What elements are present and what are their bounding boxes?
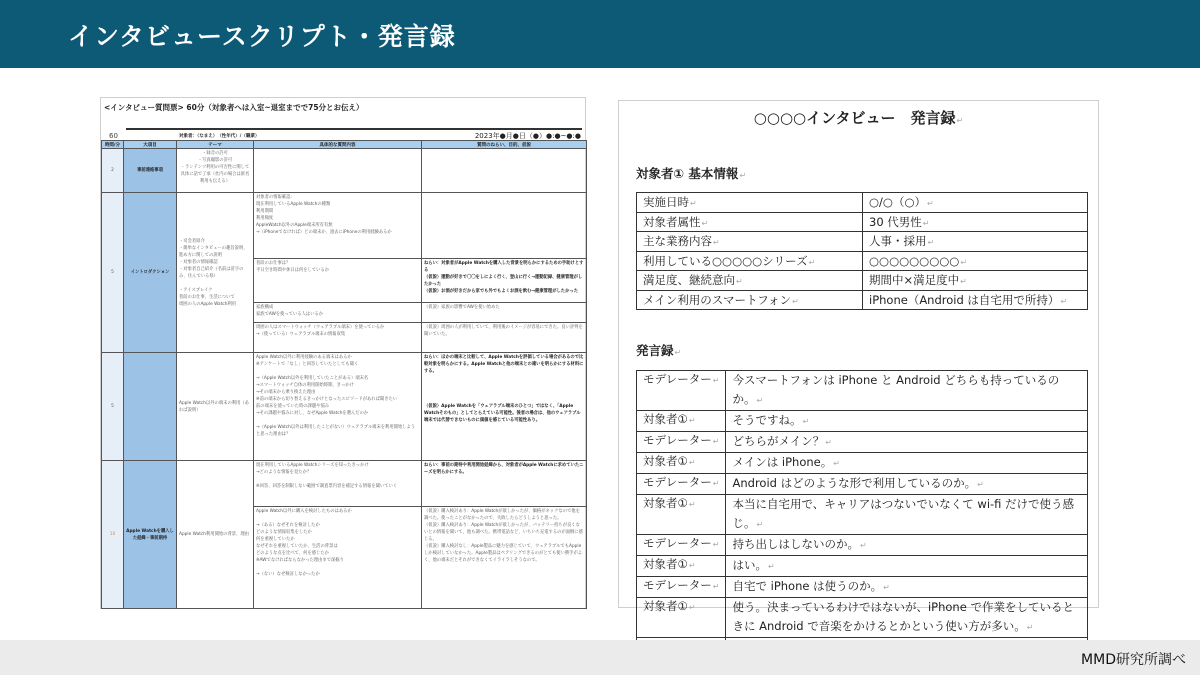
return-mark: ↵ xyxy=(688,500,696,509)
question-cell: 対象者の情報確認： 現在利用しているApple Watchの種類 利用期間 利用頻度 AppleWatch以外のApple端末所有有無 →（iPhoneでなければ）どの端末か、過去にiPhoneの利用経験あるか xyxy=(254,193,422,259)
message-cell xyxy=(726,535,1088,556)
column-header: テーマ xyxy=(177,141,254,149)
speaker-cell xyxy=(637,474,726,495)
return-mark: ↵ xyxy=(1060,296,1068,306)
message-cell xyxy=(726,411,1088,432)
question-cell: Apple Watch以外に利用経験のある端末はあるか ※アンケートで「なし」と回答していたとしても聞く →（Apple Watch以外を利用していたことがある）端末名 →スマートウォッチ自体の利用開始時期、きっかけ →その端末から乗り換えた理由 ※前の端末から切り替えるきっかけとなったエピソードがあれば聞きたい 前の端末を使っていた時の課題や悩み →その課題や悩みに対し、なぜApple Watchを選んだのか →（Apple Watch以外は利用したことがない）ウェアラブル端末を利用開始しようと思った理由は？ xyxy=(254,353,422,461)
message-text: はい。 xyxy=(732,558,767,572)
table-row xyxy=(102,149,587,193)
return-mark: ↵ xyxy=(883,583,890,592)
transcript-document xyxy=(618,100,1099,633)
message-text: どちらがメイン？ xyxy=(732,434,825,448)
transcript-row xyxy=(637,371,1088,411)
speaker-cell xyxy=(637,432,726,453)
transcript-row xyxy=(637,474,1088,495)
message-cell xyxy=(726,598,1088,638)
source-note: MMD研究所調べ xyxy=(1081,652,1186,668)
theme-cell: Apple Watch以外の端末の利用（あれば説明） xyxy=(177,353,254,461)
return-mark: ↵ xyxy=(792,296,799,306)
script-title: <インタビュー質問票> 60分（対象者へは入室~退室までで75分とお伝え） xyxy=(104,103,364,112)
question-cell: 現在利用しているApple Watchシリーズを知ったきっかけ →どのような情報を見たか？ ※回答、回答を制限しない範囲で調査票内容を補足する情報を聞いていく xyxy=(254,461,422,507)
column-header: 時間/分 xyxy=(102,141,124,149)
info-row xyxy=(637,271,1088,291)
transcript-row xyxy=(637,598,1088,638)
transcript-row xyxy=(637,453,1088,474)
table-row xyxy=(102,461,587,507)
message-cell xyxy=(726,453,1088,474)
return-mark: ↵ xyxy=(712,479,720,488)
speaker-text: モデレーター xyxy=(643,433,712,447)
aim-cell: ねらい：事前の期待や利用開始経緯から、対象者がApple Watchに求めていたニーズを明らかにする。 xyxy=(422,461,587,507)
transcript-row xyxy=(637,535,1088,556)
time-cell: 5 xyxy=(102,353,124,461)
return-mark: ↵ xyxy=(756,396,764,405)
return-mark: ↵ xyxy=(859,541,867,550)
return-mark: ↵ xyxy=(688,603,696,612)
info-value-text: iPhone（Android は自宅用で所持） xyxy=(869,292,1060,307)
speaker-cell xyxy=(637,556,726,577)
info-label xyxy=(637,251,863,271)
return-mark: ↵ xyxy=(688,561,696,570)
return-mark: ↵ xyxy=(701,218,709,228)
info-value-text: 期間中×満足度中 xyxy=(869,273,960,288)
info-row xyxy=(637,232,1088,252)
return-mark: ↵ xyxy=(926,199,934,209)
table-row xyxy=(102,353,587,461)
info-value xyxy=(863,232,1088,252)
info-row xyxy=(637,251,1088,271)
interview-script-document xyxy=(100,97,586,609)
aim-cell: ねらい：ほかの端末と比較して、Apple Watchを評価している場合があるので比較対象を明らかにする。Apple Watchと他の端末との違いを明らかにする材料にする。 （仮説）Apple Watchを「ウェアラブル端末のひとつ」ではなく、「Apple Watchそのもの」としてとらえている可能性。後者の場合は、他のウェアラブル端末では代替できないものに価値を感じている可能性あり。 xyxy=(422,353,587,461)
subject-line: 対象者：（なまえ） （性年代）/（職業） xyxy=(179,134,260,139)
question-cell: Apple Watch以外に購入を検討したものはあるか →（ある）なぜそれを検討したか どのような情報収集をしたか 何を重視していたか なぜそれを重視していたか、生活の背景は どのような点を比べて、何を感じたか ※AWでなければならなかった理由まで深掘り →（ない）なぜ検討しなかったか xyxy=(254,507,422,609)
info-label xyxy=(637,232,863,252)
message-text: 今スマートフォンは iPhone と Android どちらも持っているのか。 xyxy=(732,373,1060,406)
speaker-cell xyxy=(637,453,726,474)
return-mark: ↵ xyxy=(713,238,720,248)
aim-cell: （仮説）周囲の人が利用していて、利用後のイメージが容易にできた。良い評判を聞いていた。 xyxy=(422,323,587,353)
return-mark: ↵ xyxy=(688,458,696,467)
theme-cell: ・司会者紹介 ・簡単なインタビューの趣旨説明、進め方に関しての説明 ・対象者の情報確認 ・対象者自己紹介（名前は苗字のみ、住んでいる県） ・アイスブレイク 普段のお仕事、生活について 周囲の人のApple Watch利用 xyxy=(177,193,254,353)
theme-cell: Apple Watch利用開始の背景、理由 xyxy=(177,461,254,609)
time-cell: 5 xyxy=(102,193,124,353)
time-cell: 10 xyxy=(102,461,124,609)
message-text: Android はどのような形で利用しているのか。 xyxy=(732,476,977,490)
return-mark: ↵ xyxy=(712,437,720,446)
aim-cell: ねらい：対象者がApple Watchを購入した背景を明らかにするための手助けとする （仮説）運動が好きで〇〇をしによく行く、登山に行く→運動記録、健康管理がしたかった （仮説）お酒が好きだから家でも外でもよくお酒を飲む→健康管理がしたかった xyxy=(422,259,587,303)
return-mark: ↵ xyxy=(802,417,810,426)
return-mark: ↵ xyxy=(960,257,968,267)
return-mark: ↵ xyxy=(712,376,720,385)
info-label xyxy=(637,271,863,291)
speaker-text: モデレーター xyxy=(643,475,712,489)
message-cell xyxy=(726,474,1088,495)
message-text: 持ち出しはしないのか。 xyxy=(732,537,859,551)
return-mark: ↵ xyxy=(977,480,984,489)
transcript-row xyxy=(637,411,1088,432)
return-mark: ↵ xyxy=(1026,623,1034,632)
column-header: 質問のねらい、目的、仮説 xyxy=(422,141,587,149)
return-mark: ↵ xyxy=(767,562,775,571)
speaker-cell xyxy=(637,371,726,411)
info-label-text: メイン利用のスマートフォン xyxy=(643,292,792,307)
basic-info-table xyxy=(636,192,1088,310)
speaker-cell xyxy=(637,411,726,432)
message-cell xyxy=(726,371,1088,411)
column-header: 具体的な質問内容 xyxy=(254,141,422,149)
speaker-text: 対象者① xyxy=(643,412,688,426)
info-label-text: 主な業務内容 xyxy=(643,234,712,249)
speaker-cell xyxy=(637,535,726,556)
divider xyxy=(126,128,582,130)
speaker-text: モデレーター xyxy=(643,372,712,386)
info-value-text: 人事・採用 xyxy=(869,234,927,249)
info-value xyxy=(863,193,1088,213)
slide-header xyxy=(0,0,1200,68)
basic-info-heading: 対象者① 基本情報↵ xyxy=(636,166,747,181)
info-value-text: 30 代男性 xyxy=(869,214,922,229)
speaker-text: モデレーター xyxy=(643,578,712,592)
message-text: 自宅で iPhone は使うのか。 xyxy=(732,579,883,593)
return-mark: ↵ xyxy=(688,416,696,425)
return-mark: ↵ xyxy=(712,540,720,549)
return-mark: ↵ xyxy=(712,582,720,591)
info-value xyxy=(863,251,1088,271)
time-cell: 2 xyxy=(102,149,124,193)
log-heading: 発言録↵ xyxy=(636,343,682,358)
transcript-row xyxy=(637,577,1088,598)
aim-cell xyxy=(422,149,587,193)
return-mark: ↵ xyxy=(808,257,816,267)
date-line: 2023年●月●日（●）●:●~●:● xyxy=(474,132,581,140)
info-value-text: ○/○（○） xyxy=(869,195,926,210)
slide-footer xyxy=(0,640,1200,675)
info-value-text: ○○○○○○○○○ xyxy=(869,253,960,268)
return-mark: ↵ xyxy=(756,520,764,529)
info-label-text: 対象者属性 xyxy=(643,214,701,229)
return-mark: ↵ xyxy=(927,238,935,248)
speaker-text: 対象者① xyxy=(643,496,688,510)
theme-cell: ・録音の許可 ・写真撮影の許可 ・ランテンツ利用の可否性に関して 具体に話で了承（社内の場合は匿名利用も伝える） xyxy=(177,149,254,193)
return-mark: ↵ xyxy=(922,218,930,228)
speaker-text: 対象者① xyxy=(643,454,688,468)
question-cell: 家族構成 家族でAWを使っている人はいるか xyxy=(254,303,422,323)
aim-cell: （仮説）家族の影響でAWを使い始めた xyxy=(422,303,587,323)
transcript-row xyxy=(637,432,1088,453)
speaker-text: 対象者① xyxy=(643,599,688,613)
transcript-row xyxy=(637,495,1088,535)
info-label-text: 満足度、継続意向 xyxy=(643,273,735,288)
message-cell xyxy=(726,577,1088,598)
message-cell xyxy=(726,556,1088,577)
speaker-cell xyxy=(637,577,726,598)
message-cell xyxy=(726,432,1088,453)
return-mark: ↵ xyxy=(960,277,967,287)
info-label xyxy=(637,290,863,310)
return-mark: ↵ xyxy=(690,199,697,209)
return-mark: ↵ xyxy=(736,277,743,287)
speaker-text: モデレーター xyxy=(643,536,712,550)
message-text: そうですね。 xyxy=(732,413,802,427)
info-value xyxy=(863,271,1088,291)
category-cell: イントロダクション xyxy=(124,193,177,353)
info-label-text: 利用している○○○○○シリーズ xyxy=(643,253,808,268)
info-label xyxy=(637,193,863,213)
info-label xyxy=(637,212,863,232)
question-cell: 周囲の人はスマートウォッチ（ウェアラブル端末）を使っているか →（使っている）ウェアラブル端末の情報収集 xyxy=(254,323,422,353)
info-row xyxy=(637,212,1088,232)
category-cell: 事前連絡事項 xyxy=(124,149,177,193)
message-text: メインは iPhone。 xyxy=(732,455,833,469)
category-cell xyxy=(124,353,177,461)
aim-cell: （仮説）購入検討あり：Apple Watchが欲しかったが、価格がネックなので他を調べた。使ったことがなかったので、失敗したらどうしようと思った。 （仮説）購入検討あり：Apple Watchが欲しかったが、バッテリー持ちが良くないとの情報を聞いて、他も調べた。携帯電話など、いちいち充電するのが面倒に感じる。 （仮説）購入検討なし：Apple製品に魅力を感じていて、ウェアラブルでもAppleしか検討していなかった。Apple製品はペアリングできるのがとても使い勝手がよく、他の端末だとそれができなくてイライラしそうなので。 xyxy=(422,507,587,609)
speaker-text: 対象者① xyxy=(643,557,688,571)
aim-cell xyxy=(422,193,587,259)
total-minutes: 60 xyxy=(109,132,118,140)
message-cell xyxy=(726,495,1088,535)
speaker-cell xyxy=(637,495,726,535)
speaker-cell xyxy=(637,598,726,638)
info-row xyxy=(637,193,1088,213)
table-row xyxy=(102,193,587,259)
message-text: 本当に自宅用で、キャリアはつないでいなくて wi-fi だけで使う感じ。 xyxy=(732,497,1075,530)
info-value xyxy=(863,212,1088,232)
info-label-text: 実施日時 xyxy=(643,195,689,210)
message-text: 使う。決まっているわけではないが、iPhone で作業をしているときに Android で音楽をかけるとかという使い方が多い。 xyxy=(732,600,1074,633)
question-cell: 普段のお仕事は？ 平日空き時間や休日は何をしているか xyxy=(254,259,422,303)
question-cell xyxy=(254,149,422,193)
return-mark: ↵ xyxy=(825,438,832,447)
transcript-row xyxy=(637,556,1088,577)
category-cell: Apple Watchを購入した経緯・事前期待 xyxy=(124,461,177,609)
return-mark: ↵ xyxy=(833,459,840,468)
column-header: 大項目 xyxy=(124,141,177,149)
question-table xyxy=(101,140,587,609)
transcript-title: ○○○○インタビュー 発言録↵ xyxy=(753,109,964,127)
info-value xyxy=(863,290,1088,310)
info-row xyxy=(637,290,1088,310)
slide-title: インタビュースクリプト・発言録 xyxy=(68,22,456,51)
transcript-table xyxy=(636,370,1088,659)
